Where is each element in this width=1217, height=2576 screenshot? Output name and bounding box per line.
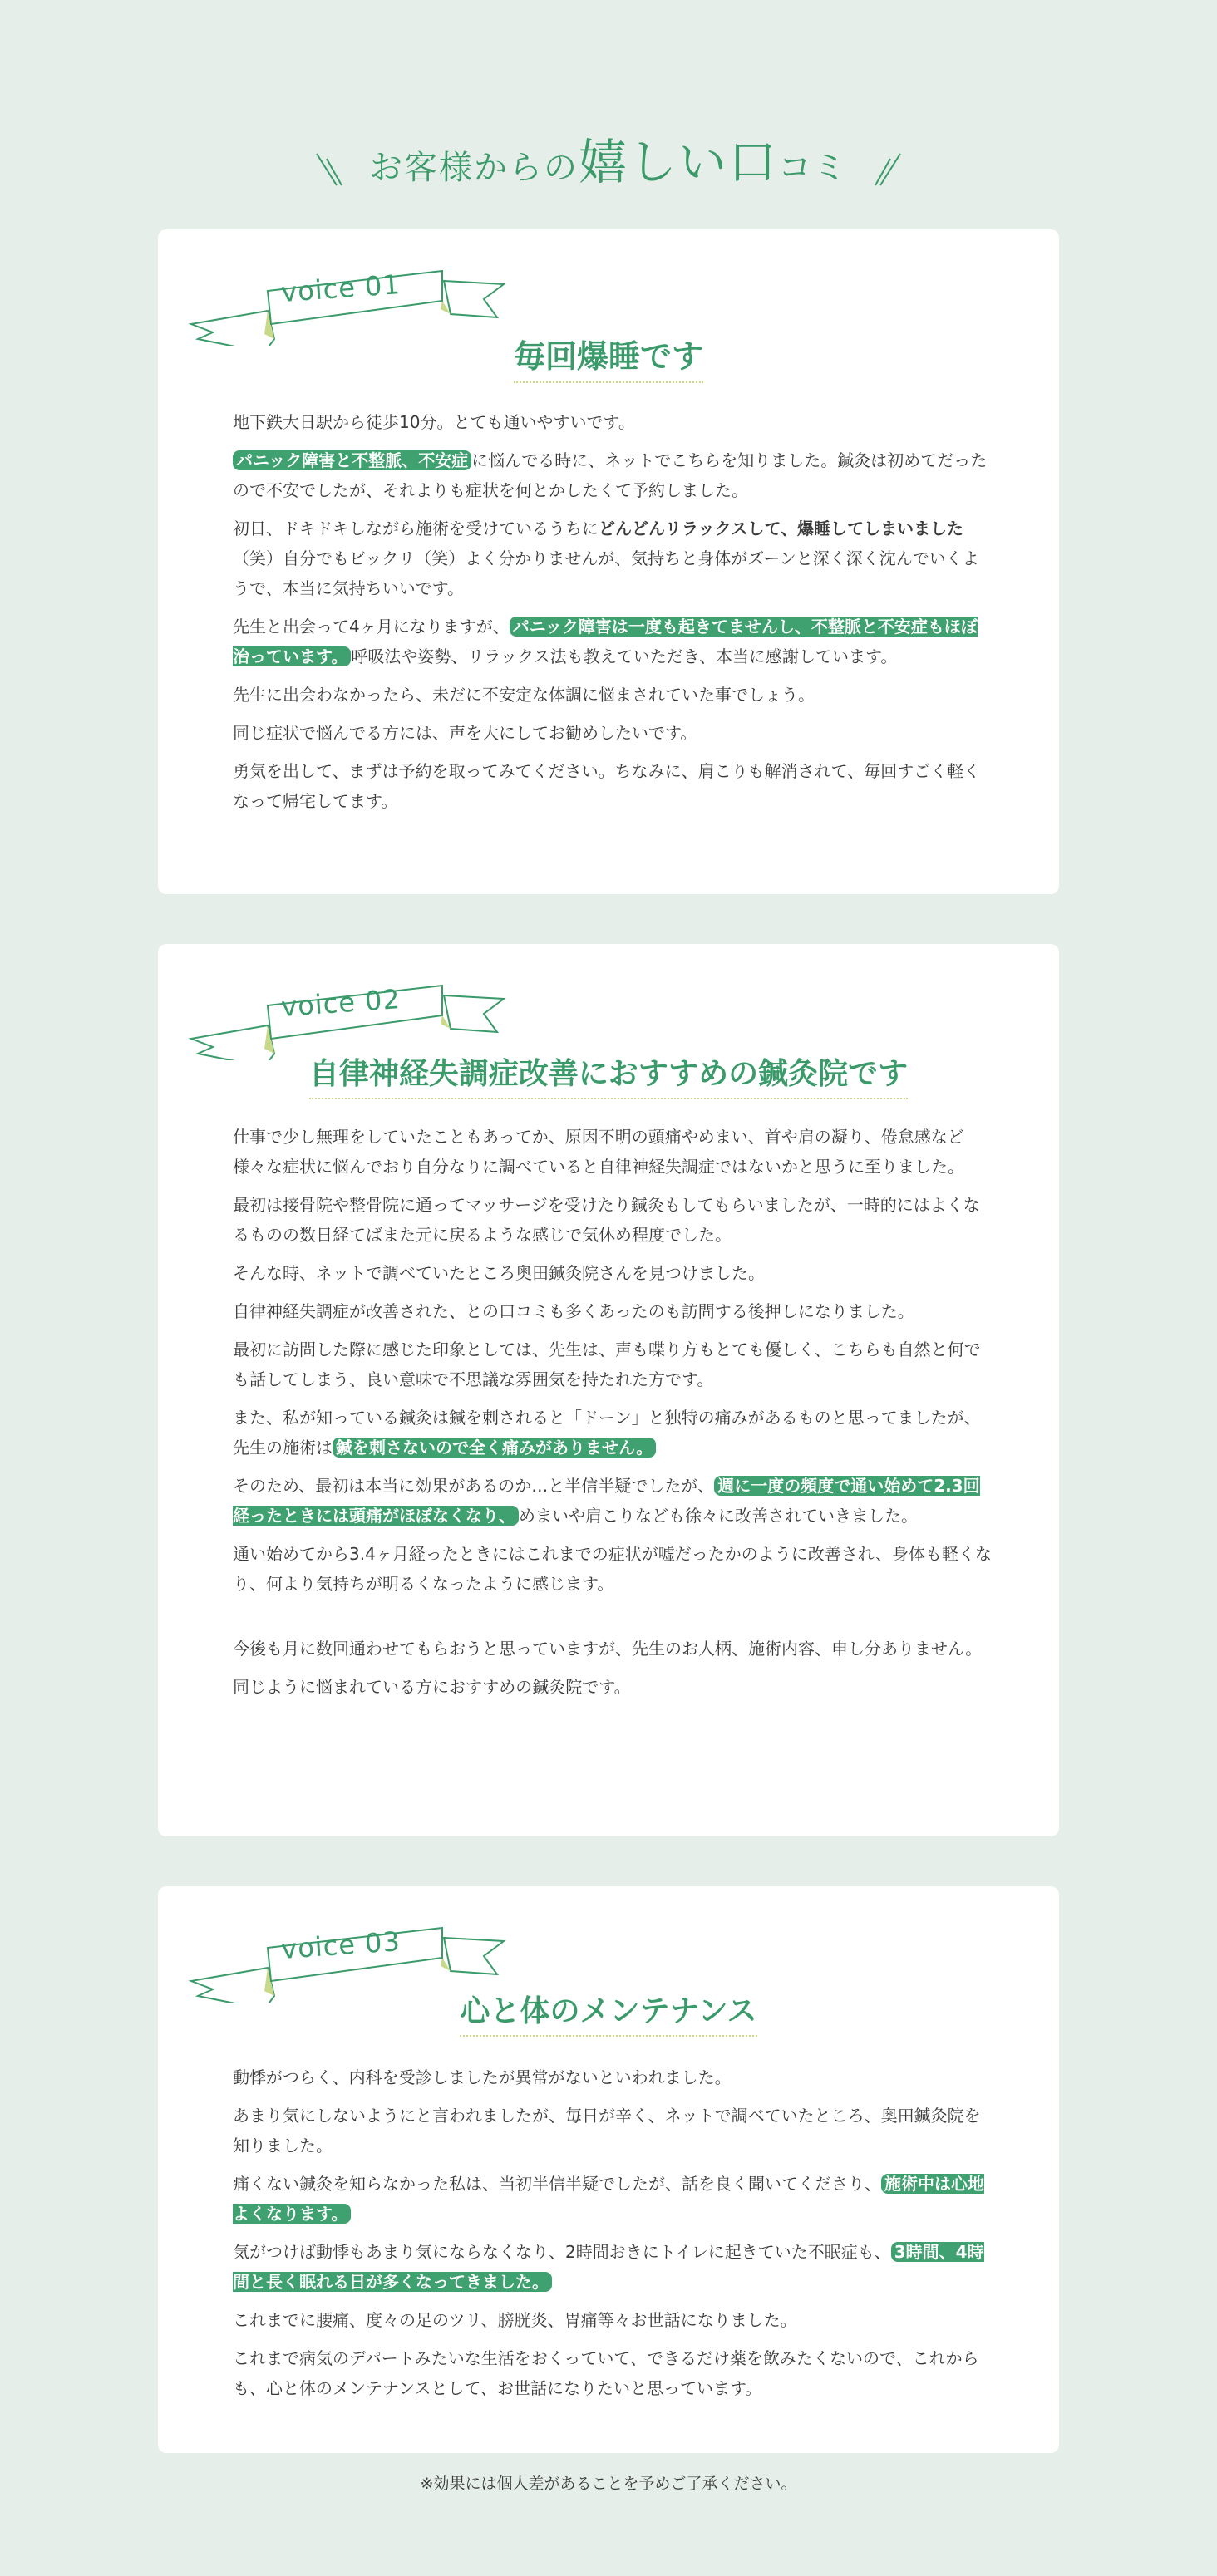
- paragraph: 地下鉄大日駅から徒歩10分。とても通いやすいです。: [233, 412, 635, 432]
- voice-label: voice 02: [280, 983, 402, 1023]
- voice-title: 毎回爆睡です: [158, 331, 1059, 383]
- paragraph: 今後も月に数回通わせてもらおうと思っていますが、先生のお人柄、施術内容、申し分ありません。: [233, 1639, 983, 1659]
- disclaimer-note: ※効果には個人差があることを予めご了承ください。: [420, 2475, 797, 2493]
- paragraph: 痛くない鍼灸を知らなかった私は、当初半信半疑でしたが、話を良く聞いてくださり、 施術中は心地よくなります。: [233, 2174, 984, 2224]
- voice-label: voice 01: [280, 268, 402, 308]
- page-title: [0, 123, 1217, 193]
- left-slash-decoration-icon: [312, 152, 357, 189]
- bold-text: どんどんリラックスして、爆睡してしまいました: [599, 519, 963, 538]
- paragraph: また、私が知っている鍼灸は鍼を刺されると「ドーン」と独特の痛みがあるものと思ってましたが、先生の施術は 鍼を刺さないので全く痛みがありません。: [233, 1408, 981, 1458]
- title-pre: お客様からの: [368, 149, 579, 187]
- highlight: 週に一度の頻度で通い始めて2.3回経ったときには頭痛がほぼなくなり、: [233, 1476, 980, 1526]
- paragraph: 通い始めてから3.4ヶ月経ったときにはこれまでの症状が嘘だったかのように改善され、身体も軽くなり、何より気持ちが明るくなったように感じます。: [233, 1544, 993, 1594]
- paragraph: 先生と出会って4ヶ月になりますが、 パニック障害は一度も起きてませんし、不整脈と不安症もほぼ治っています。 呼吸法や姿勢、リラックス法も教えていただき、本当に感謝しています。: [233, 617, 978, 666]
- paragraph: 初日、ドキドキしながら施術を受けているうちにどんどんリラックスして、爆睡してしまいました（笑）自分でもビックリ（笑）よく分かりませんが、気持ちと身体がズーンと深く深く沈んでいくようで、本当に気持ちいいです。: [233, 519, 979, 598]
- highlight: パニック障害は一度も起きてませんし、不整脈と不安症もほぼ治っています。: [233, 617, 978, 666]
- highlight: 鍼を刺さないので全く痛みがありません。: [333, 1438, 656, 1458]
- highlight: パニック障害と不整脈、不安症: [233, 450, 471, 470]
- paragraph: 先生に出会わなかったら、未だに不安定な体調に悩まされていた事でしょう。: [233, 685, 815, 705]
- title-post: コミ: [778, 149, 848, 187]
- voice-card-02: [158, 944, 1059, 1836]
- right-slash-decoration-icon: [860, 152, 905, 189]
- voice-body: [233, 2062, 993, 2411]
- highlight: 施術中は心地よくなります。: [233, 2174, 984, 2224]
- paragraph: あまり気にしないようにと言われましたが、毎日が辛く、ネットで調べていたところ、奥田鍼灸院を知りました。: [233, 2106, 981, 2156]
- voice-label: voice 03: [280, 1925, 402, 1965]
- voice-card-01: [158, 229, 1059, 894]
- voice-body: [233, 407, 993, 824]
- highlight: 3時間、4時間と長く眠れる日が多くなってきました。: [233, 2242, 984, 2292]
- paragraph: 同じ症状で悩んでる方には、声を大にしてお勧めしたいです。: [233, 723, 697, 743]
- paragraph: 気がつけば動悸もあまり気にならなくなり、2時間おきにトイレに起きていた不眠症も、 3時間、4時間と長く眠れる日が多くなってきました。: [233, 2242, 984, 2292]
- paragraph: そんな時、ネットで調べていたところ奥田鍼灸院さんを見つけました。: [233, 1263, 765, 1283]
- paragraph: 動悸がつらく、内科を受診しましたが異常がないといわれました。: [233, 2067, 732, 2087]
- paragraph: これまで病気のデパートみたいな生活をおくっていて、できるだけ薬を飲みたくないので、これからも、心と体のメンテナンスとして、お世話になりたいと思っています。: [233, 2348, 979, 2398]
- paragraph: 自律神経失調症が改善された、との口コミも多くあったのも訪問する後押しになりました。: [233, 1301, 914, 1321]
- paragraph: そのため、最初は本当に効果があるのか…と半信半疑でしたが、 週に一度の頻度で通い始めて2.3回経ったときには頭痛がほぼなくなり、 めまいや肩こりなども徐々に改善されていきました。: [233, 1476, 980, 1526]
- paragraph: 最初に訪問した際に感じた印象としては、先生は、声も喋り方もとても優しく、こちらも自然と何でも話してしまう、良い意味で不思議な雰囲気を持たれた方です。: [233, 1340, 981, 1389]
- paragraph: 仕事で少し無理をしていたこともあってか、原因不明の頭痛やめまい、首や肩の凝り、倦怠感など様々な症状に悩んでおり自分なりに調べていると自律神経失調症ではないかと思うに至りました。: [233, 1127, 964, 1177]
- paragraph: これまでに腰痛、度々の足のツリ、膀胱炎、胃痛等々お世話になりました。: [233, 2310, 797, 2330]
- paragraph: 同じように悩まれている方におすすめの鍼灸院です。: [233, 1677, 631, 1697]
- voice-card-03: [158, 1886, 1059, 2453]
- title-big: 嬉しい口: [578, 134, 778, 190]
- voice-title: 心と体のメンテナンス: [158, 1988, 1059, 2037]
- paragraph: パニック障害と不整脈、不安症 に悩んでる時に、ネットでこちらを知りました。鍼灸は初めてだったので不安でしたが、それよりも症状を何とかしたくて予約しました。: [233, 450, 988, 500]
- voice-body: [233, 1122, 993, 1710]
- paragraph: 勇気を出して、まずは予約を取ってみてください。ちなみに、肩こりも解消されて、毎回すごく軽くなって帰宅してます。: [233, 761, 981, 811]
- paragraph: 最初は接骨院や整骨院に通ってマッサージを受けたり鍼灸もしてもらいましたが、一時的にはよくなるものの数日経てばまた元に戻るような感じで気休め程度でした。: [233, 1195, 980, 1245]
- voice-title: 自律神経失調症改善におすすめの鍼灸院です: [158, 1050, 1059, 1099]
